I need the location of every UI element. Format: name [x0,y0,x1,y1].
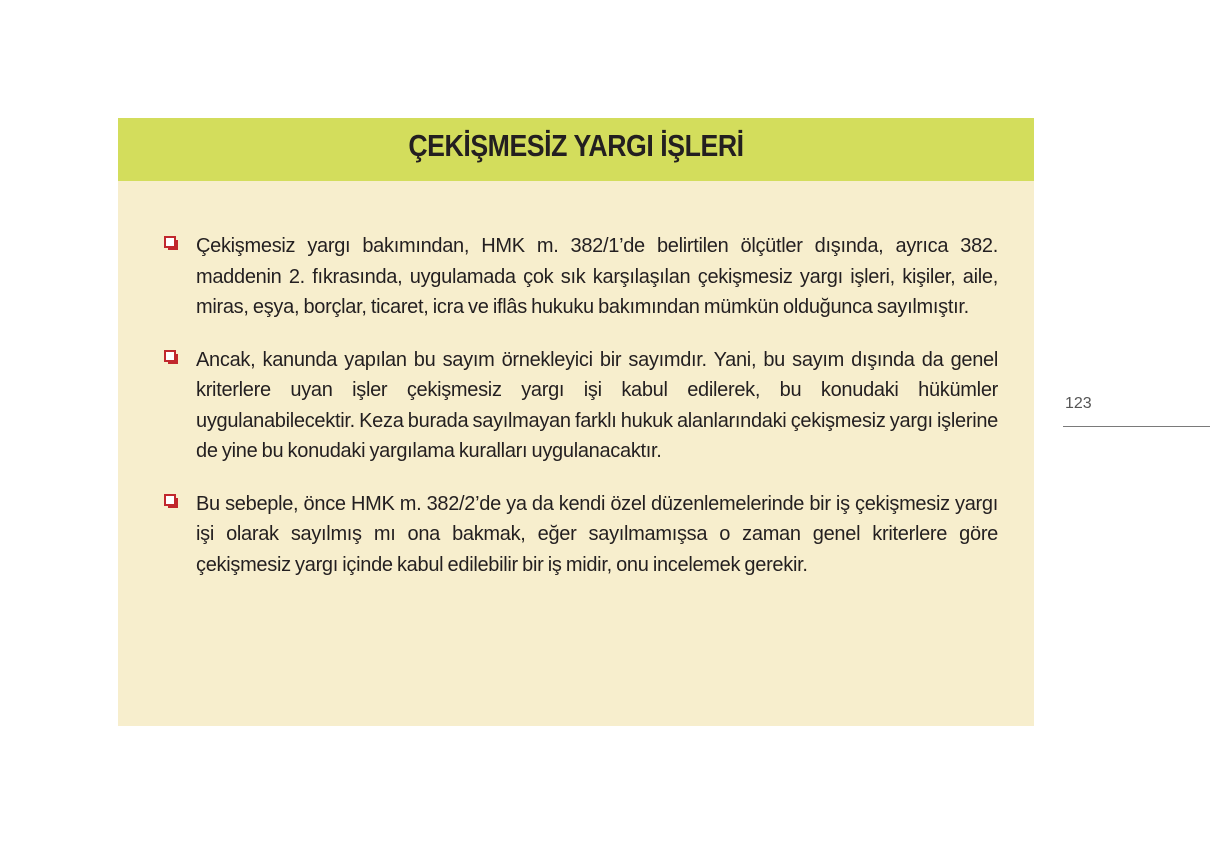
bullet-list [158,231,998,602]
page-number: 123 [1065,395,1092,412]
slide-title: ÇEKİŞMESİZ YARGI İŞLERİ [408,128,744,163]
bullet-text: Bu sebeple, önce HMK m. 382/2’de ya da kendi özel düzenlemelerinde bir iş çekişmesiz yargı işi olarak sayılmış mı ona bakmak, eğer sayılmamışsa o zaman genel kriterlere göre çekişmesiz yargı içinde kabul edilebilir bir iş midir, onu incelemek gerekir. [196,492,998,576]
list-item [158,231,998,323]
list-item [158,345,998,467]
bullet-text: Ancak, kanunda yapılan bu sayım örnekleyici bir sayımdır. Yani, bu sayım dışında da genel kriterlere uyan işler çekişmesiz yargı işi kabul edilerek, bu konudaki hükümler uygulanabilecektir. Keza burada sayılmayan farklı hukuk alanlarındaki çekişmesiz yargı işlerine de yine bu konudaki yargılama kuralları uygulanacaktır. [196,348,998,462]
list-item [158,489,998,581]
checkbox-square-icon [164,236,178,250]
title-bar [118,118,1034,181]
content-panel [118,118,1034,726]
bullet-text: Çekişmesiz yargı bakımından, HMK m. 382/1’de belirtilen ölçütler dışında, ayrıca 382. maddenin 2. fıkrasında, uygulamada çok sık karşılaşılan çekişmesiz yargı işleri, kişiler, aile, miras, eşya, borçlar, ticaret, icra ve iflâs hukuku bakımından mümkün olduğunca sayılmıştır. [196,235,998,318]
checkbox-square-icon [164,350,178,364]
page-number-rule [1063,426,1210,427]
checkbox-square-icon [164,494,178,508]
